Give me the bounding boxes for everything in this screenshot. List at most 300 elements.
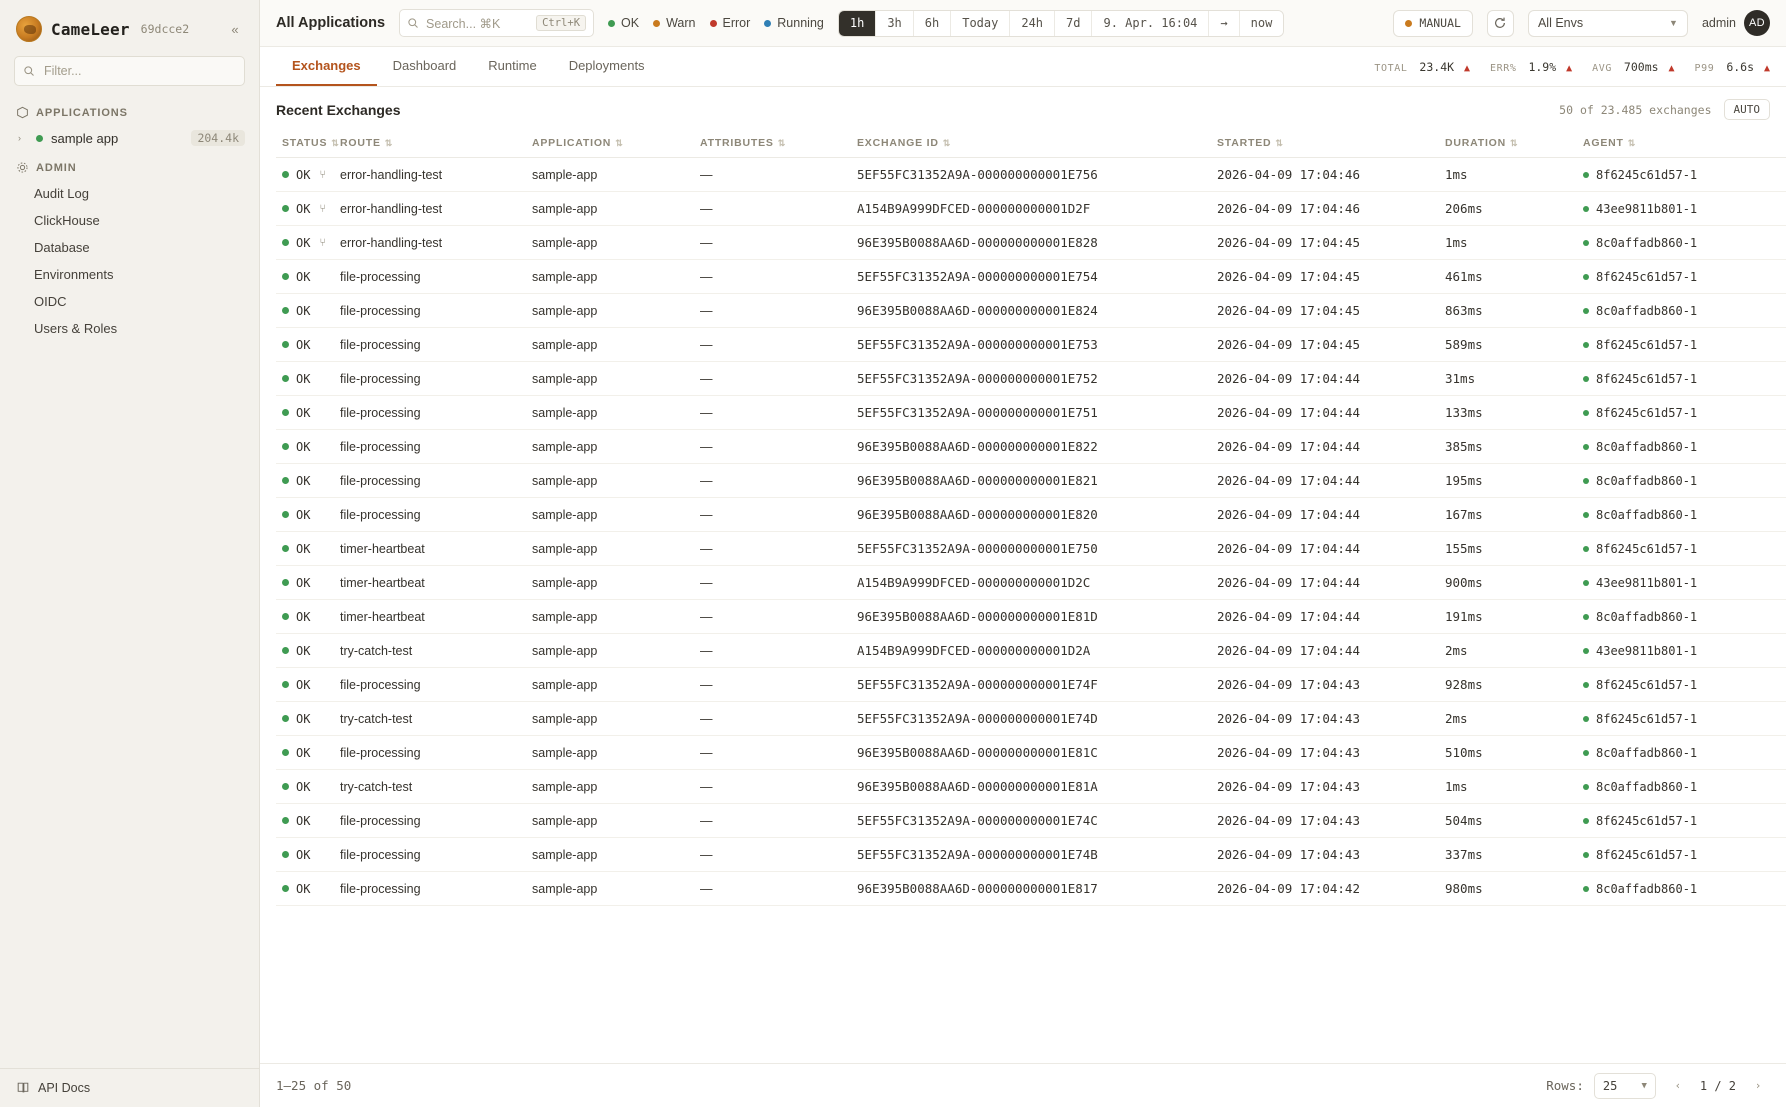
- table-row[interactable]: [276, 396, 1786, 430]
- status-label: OK: [296, 745, 311, 760]
- search-box[interactable]: [399, 9, 594, 37]
- col-route[interactable]: [334, 130, 526, 158]
- cell-attributes: —: [694, 634, 851, 668]
- user-menu[interactable]: [1702, 10, 1770, 36]
- status-dot-icon: [282, 715, 289, 722]
- environment-select[interactable]: [1528, 10, 1688, 37]
- col-duration-label: DURATION: [1445, 137, 1507, 149]
- status-label: OK: [296, 677, 311, 692]
- cell-started: 2026-04-09 17:04:44: [1211, 532, 1439, 566]
- cell-started: 2026-04-09 17:04:45: [1211, 260, 1439, 294]
- cell-started: 2026-04-09 17:04:43: [1211, 804, 1439, 838]
- cell-route: file-processing: [334, 396, 526, 430]
- cell-attributes: —: [694, 430, 851, 464]
- cell-status: [276, 600, 334, 634]
- agent-label: 8f6245c61d57-1: [1596, 813, 1698, 828]
- cell-application: sample-app: [526, 464, 694, 498]
- cell-started: 2026-04-09 17:04:43: [1211, 736, 1439, 770]
- metric-avg-value: 700ms: [1623, 59, 1659, 74]
- agent-label: 8f6245c61d57-1: [1596, 847, 1698, 862]
- cell-duration: 1ms: [1439, 770, 1577, 804]
- table-row[interactable]: [276, 226, 1786, 260]
- cell-duration: 589ms: [1439, 328, 1577, 362]
- trend-up-icon: ▲: [1668, 62, 1675, 74]
- cell-duration: 133ms: [1439, 396, 1577, 430]
- environment-value: All Envs: [1537, 16, 1584, 30]
- cell-exchange-id: 96E395B0088AA6D-000000000001E81D: [851, 600, 1211, 634]
- table-row[interactable]: [276, 328, 1786, 362]
- cell-duration: 2ms: [1439, 634, 1577, 668]
- agent-label: 8c0affadb860-1: [1596, 235, 1698, 250]
- tab-exchanges[interactable]: Exchanges: [276, 47, 377, 86]
- cell-application: sample-app: [526, 668, 694, 702]
- cell-started: 2026-04-09 17:04:43: [1211, 702, 1439, 736]
- cell-application: sample-app: [526, 532, 694, 566]
- cell-attributes: —: [694, 226, 851, 260]
- table-row[interactable]: [276, 498, 1786, 532]
- col-exchange-id-label: EXCHANGE ID: [857, 137, 939, 149]
- agent-dot-icon: [1583, 886, 1589, 892]
- cell-exchange-id: 96E395B0088AA6D-000000000001E81A: [851, 770, 1211, 804]
- cell-attributes: —: [694, 158, 851, 192]
- status-dot-icon: [282, 817, 289, 824]
- cell-application: sample-app: [526, 736, 694, 770]
- agent-label: 8f6245c61d57-1: [1596, 405, 1698, 420]
- cell-agent: [1577, 260, 1786, 294]
- manual-refresh-toggle[interactable]: [1393, 10, 1473, 37]
- status-label: OK: [296, 813, 311, 828]
- sidebar: [0, 0, 260, 1107]
- cell-attributes: —: [694, 464, 851, 498]
- agent-label: 8f6245c61d57-1: [1596, 337, 1698, 352]
- admin-section-label: ADMIN: [36, 161, 77, 174]
- table-row[interactable]: [276, 804, 1786, 838]
- table-row[interactable]: [276, 158, 1786, 192]
- tab-deployments[interactable]: Deployments: [568, 58, 645, 73]
- manual-dot-icon: [1405, 20, 1412, 27]
- status-dot-icon: [282, 477, 289, 484]
- status-dot-icon: [282, 647, 289, 654]
- cell-application: sample-app: [526, 634, 694, 668]
- cell-duration: 900ms: [1439, 566, 1577, 600]
- cell-status: [276, 634, 334, 668]
- sidebar-item-sample-app[interactable]: [0, 125, 259, 151]
- cell-application: sample-app: [526, 566, 694, 600]
- search-placeholder: Search... ⌘K: [426, 16, 501, 31]
- agent-dot-icon: [1583, 512, 1589, 518]
- brand-version-hash: 69dcce2: [140, 22, 190, 36]
- cell-started: 2026-04-09 17:04:44: [1211, 430, 1439, 464]
- camel-logo-icon: [16, 16, 42, 42]
- cell-agent: [1577, 532, 1786, 566]
- filter-input[interactable]: [42, 63, 236, 79]
- pagination-controls: [1546, 1073, 1770, 1099]
- col-started-label: STARTED: [1217, 137, 1272, 149]
- status-label: OK: [296, 609, 311, 624]
- rows-per-page-label: Rows:: [1546, 1078, 1584, 1093]
- agent-label: 8c0affadb860-1: [1596, 881, 1698, 896]
- cell-exchange-id: A154B9A999DFCED-000000000001D2F: [851, 192, 1211, 226]
- sort-icon: ⇅: [1627, 138, 1637, 148]
- status-label: OK: [296, 643, 311, 658]
- status-label: OK: [296, 473, 311, 488]
- cell-route: file-processing: [334, 430, 526, 464]
- cell-duration: 191ms: [1439, 600, 1577, 634]
- branch-icon: ⑂: [319, 168, 327, 181]
- status-label: OK: [296, 337, 311, 352]
- status-dot-icon: [282, 375, 289, 382]
- table-head: [276, 130, 1786, 158]
- cell-route: file-processing: [334, 498, 526, 532]
- status-label: OK: [296, 235, 311, 250]
- filter-chip-running-label: Running: [777, 16, 824, 30]
- filter-chip-error[interactable]: [710, 16, 751, 30]
- agent-label: 8f6245c61d57-1: [1596, 167, 1698, 182]
- refresh-icon[interactable]: [1487, 10, 1514, 37]
- cell-application: sample-app: [526, 226, 694, 260]
- cell-application: sample-app: [526, 328, 694, 362]
- status-label: OK: [296, 201, 311, 216]
- cell-status: [276, 260, 334, 294]
- cell-agent: [1577, 566, 1786, 600]
- agent-dot-icon: [1583, 818, 1589, 824]
- range-6h[interactable]: 6h: [914, 11, 951, 36]
- cell-duration: 510ms: [1439, 736, 1577, 770]
- col-attributes-label: ATTRIBUTES: [700, 137, 774, 149]
- cell-started: 2026-04-09 17:04:45: [1211, 226, 1439, 260]
- table-row[interactable]: [276, 260, 1786, 294]
- user-name: admin: [1701, 16, 1736, 30]
- cell-route: file-processing: [334, 872, 526, 906]
- chevrons-left-icon[interactable]: «: [231, 21, 239, 37]
- cell-route: error-handling-test: [334, 226, 526, 260]
- table-row[interactable]: [276, 634, 1786, 668]
- agent-label: 8c0affadb860-1: [1596, 439, 1698, 454]
- cell-status: [276, 430, 334, 464]
- cell-exchange-id: 5EF55FC31352A9A-000000000001E74B: [851, 838, 1211, 872]
- section-title: Recent Exchanges: [276, 101, 401, 118]
- table-row[interactable]: [276, 770, 1786, 804]
- agent-dot-icon: [1583, 308, 1589, 314]
- brand[interactable]: [0, 0, 259, 54]
- cell-route: timer-heartbeat: [334, 566, 526, 600]
- cell-started: 2026-04-09 17:04:46: [1211, 158, 1439, 192]
- cell-exchange-id: 5EF55FC31352A9A-000000000001E74D: [851, 702, 1211, 736]
- cell-exchange-id: A154B9A999DFCED-000000000001D2A: [851, 634, 1211, 668]
- status-dot-icon: [282, 341, 289, 348]
- agent-label: 8f6245c61d57-1: [1596, 677, 1698, 692]
- cell-application: sample-app: [526, 396, 694, 430]
- sort-icon: ⇅: [615, 138, 624, 148]
- metric-err: [1490, 60, 1572, 74]
- filter-chip-ok-label: OK: [621, 16, 640, 30]
- api-docs-label: API Docs: [38, 1081, 91, 1095]
- cell-application: sample-app: [526, 702, 694, 736]
- cell-exchange-id: A154B9A999DFCED-000000000001D2C: [851, 566, 1211, 600]
- cell-exchange-id: 5EF55FC31352A9A-000000000001E74F: [851, 668, 1211, 702]
- metrics-summary: [1374, 47, 1770, 86]
- cell-attributes: —: [694, 702, 851, 736]
- box-icon: [16, 106, 29, 119]
- status-dot-icon: [282, 239, 289, 246]
- col-started[interactable]: [1211, 130, 1439, 158]
- cell-route: file-processing: [334, 736, 526, 770]
- status-label: OK: [296, 405, 311, 420]
- cell-agent: [1577, 158, 1786, 192]
- cell-attributes: —: [694, 396, 851, 430]
- cell-exchange-id: 5EF55FC31352A9A-000000000001E754: [851, 260, 1211, 294]
- chevron-right-icon[interactable]: ›: [18, 133, 21, 143]
- cell-duration: 155ms: [1439, 532, 1577, 566]
- ok-dot-icon: [608, 20, 615, 27]
- cell-route: file-processing: [334, 668, 526, 702]
- range-3h[interactable]: 3h: [876, 11, 913, 36]
- cell-started: 2026-04-09 17:04:44: [1211, 634, 1439, 668]
- agent-dot-icon: [1583, 274, 1589, 280]
- cell-application: sample-app: [526, 770, 694, 804]
- cell-status: [276, 464, 334, 498]
- cell-status: [276, 532, 334, 566]
- page-indicator: 1 / 2: [1699, 1078, 1736, 1093]
- page-title: All Applications: [276, 15, 386, 31]
- cell-agent: [1577, 498, 1786, 532]
- cell-route: timer-heartbeat: [334, 600, 526, 634]
- cell-agent: [1577, 396, 1786, 430]
- prev-page-button[interactable]: ‹: [1674, 1079, 1682, 1092]
- table-row[interactable]: [276, 430, 1786, 464]
- cell-exchange-id: 5EF55FC31352A9A-000000000001E74C: [851, 804, 1211, 838]
- table-row[interactable]: [276, 668, 1786, 702]
- col-agent[interactable]: [1577, 130, 1786, 158]
- table-row[interactable]: [276, 736, 1786, 770]
- cell-route: try-catch-test: [334, 770, 526, 804]
- sidebar-item-environments[interactable]: Environments: [34, 267, 114, 282]
- warn-dot-icon: [653, 20, 660, 27]
- trend-up-icon: ▲: [1463, 62, 1471, 74]
- cell-duration: 1ms: [1439, 226, 1577, 260]
- content-header: [260, 87, 1786, 130]
- filter-chip-warn[interactable]: [653, 16, 695, 30]
- rows-per-page-select[interactable]: [1594, 1073, 1656, 1099]
- sidebar-app-label: sample app: [51, 130, 119, 146]
- status-label: OK: [296, 847, 311, 862]
- status-dot-icon: [282, 885, 289, 892]
- table-row[interactable]: [276, 566, 1786, 600]
- status-label: OK: [296, 507, 311, 522]
- table-row[interactable]: [276, 532, 1786, 566]
- filter-box[interactable]: [14, 56, 245, 86]
- cell-duration: 461ms: [1439, 260, 1577, 294]
- table-footer: [260, 1063, 1786, 1107]
- tab-runtime[interactable]: Runtime: [488, 58, 537, 73]
- status-label: OK: [296, 303, 311, 318]
- sidebar-footer[interactable]: [0, 1068, 259, 1107]
- branch-icon: ⑂: [319, 202, 327, 215]
- col-duration[interactable]: [1439, 130, 1577, 158]
- range-today[interactable]: Today: [951, 11, 1010, 36]
- sidebar-item-database[interactable]: Database: [34, 240, 90, 255]
- col-agent-label: AGENT: [1583, 137, 1624, 149]
- cell-attributes: —: [694, 600, 851, 634]
- cell-application: sample-app: [526, 294, 694, 328]
- col-status-label: STATUS: [282, 137, 328, 149]
- cell-attributes: —: [694, 192, 851, 226]
- sidebar-item-audit-log[interactable]: Audit Log: [34, 186, 89, 201]
- status-dot-icon: [282, 613, 289, 620]
- cell-attributes: —: [694, 804, 851, 838]
- agent-label: 8f6245c61d57-1: [1596, 711, 1698, 726]
- result-count: 50 of 23.485 exchanges: [1559, 102, 1712, 117]
- cell-status: [276, 362, 334, 396]
- cell-status: [276, 328, 334, 362]
- cell-started: 2026-04-09 17:04:44: [1211, 464, 1439, 498]
- status-dot-icon: [282, 273, 289, 280]
- col-application-label: APPLICATION: [532, 137, 612, 149]
- status-dot-icon: [282, 409, 289, 416]
- metric-p99: [1695, 60, 1770, 74]
- agent-label: 43ee9811b801-1: [1596, 575, 1698, 590]
- sort-icon: ⇅: [1510, 138, 1519, 148]
- cell-route: file-processing: [334, 294, 526, 328]
- sort-icon: ⇅: [1275, 138, 1284, 148]
- cell-exchange-id: 96E395B0088AA6D-000000000001E820: [851, 498, 1211, 532]
- cell-exchange-id: 96E395B0088AA6D-000000000001E821: [851, 464, 1211, 498]
- search-shortcut-hint: Ctrl+K: [536, 15, 586, 31]
- cell-duration: 206ms: [1439, 192, 1577, 226]
- cell-route: try-catch-test: [334, 702, 526, 736]
- cell-agent: [1577, 430, 1786, 464]
- metric-total-value: 23.4K: [1419, 59, 1455, 74]
- cell-route: file-processing: [334, 260, 526, 294]
- agent-label: 8c0affadb860-1: [1596, 473, 1698, 488]
- range-7d[interactable]: 7d: [1055, 11, 1092, 36]
- table-row[interactable]: [276, 362, 1786, 396]
- cell-agent: [1577, 328, 1786, 362]
- cell-duration: 337ms: [1439, 838, 1577, 872]
- cell-route: error-handling-test: [334, 158, 526, 192]
- time-range-group: [838, 10, 1284, 37]
- range-to-value[interactable]: now: [1240, 11, 1284, 36]
- range-24h[interactable]: 24h: [1010, 11, 1055, 36]
- cell-status: [276, 872, 334, 906]
- table-row[interactable]: [276, 872, 1786, 906]
- cell-agent: [1577, 226, 1786, 260]
- col-application[interactable]: [526, 130, 694, 158]
- sidebar-item-users-roles[interactable]: Users & Roles: [34, 321, 118, 336]
- agent-label: 8c0affadb860-1: [1596, 507, 1698, 522]
- range-1h[interactable]: 1h: [839, 11, 876, 36]
- cell-exchange-id: 5EF55FC31352A9A-000000000001E751: [851, 396, 1211, 430]
- agent-dot-icon: [1583, 376, 1589, 382]
- cell-started: 2026-04-09 17:04:45: [1211, 328, 1439, 362]
- main-area: [260, 0, 1786, 1107]
- cell-started: 2026-04-09 17:04:44: [1211, 600, 1439, 634]
- table-row[interactable]: [276, 294, 1786, 328]
- sidebar-item-clickhouse[interactable]: ClickHouse: [34, 213, 100, 228]
- col-status[interactable]: [276, 130, 340, 158]
- cell-application: sample-app: [526, 260, 694, 294]
- cell-route: file-processing: [334, 362, 526, 396]
- cell-exchange-id: 96E395B0088AA6D-000000000001E824: [851, 294, 1211, 328]
- table-row[interactable]: [276, 192, 1786, 226]
- tabs-bar: [260, 47, 1786, 87]
- status-dot-icon: [282, 749, 289, 756]
- metric-err-label: ERR%: [1490, 62, 1517, 74]
- cell-agent: [1577, 770, 1786, 804]
- cell-application: sample-app: [526, 498, 694, 532]
- status-dot-icon: [282, 579, 289, 586]
- metric-total: [1374, 60, 1470, 74]
- cell-attributes: —: [694, 532, 851, 566]
- sidebar-app-count: 204.4k: [191, 130, 245, 146]
- cell-status: [276, 226, 334, 260]
- table-row[interactable]: [276, 838, 1786, 872]
- filter-chip-warn-label: Warn: [666, 16, 696, 30]
- cell-status: [276, 770, 334, 804]
- cell-attributes: —: [694, 770, 851, 804]
- table-row[interactable]: [276, 702, 1786, 736]
- metric-total-label: TOTAL: [1374, 62, 1408, 74]
- status-label: OK: [296, 881, 311, 896]
- search-icon: [407, 17, 419, 29]
- col-exchange-id[interactable]: [851, 130, 1211, 158]
- cell-route: file-processing: [334, 328, 526, 362]
- cell-started: 2026-04-09 17:04:44: [1211, 498, 1439, 532]
- status-label: OK: [296, 575, 311, 590]
- sidebar-item-oidc[interactable]: OIDC: [34, 294, 67, 309]
- col-attributes[interactable]: [694, 130, 851, 158]
- status-label: OK: [296, 541, 311, 556]
- filter-chip-ok[interactable]: [608, 16, 639, 30]
- cell-exchange-id: 5EF55FC31352A9A-000000000001E752: [851, 362, 1211, 396]
- cell-duration: 980ms: [1439, 872, 1577, 906]
- error-dot-icon: [710, 20, 717, 27]
- range-from-value[interactable]: 9. Apr. 16:04: [1092, 11, 1209, 36]
- cell-status: [276, 736, 334, 770]
- branch-icon: ⑂: [319, 236, 327, 249]
- cell-exchange-id: 96E395B0088AA6D-000000000001E822: [851, 430, 1211, 464]
- next-page-button[interactable]: ›: [1754, 1079, 1762, 1092]
- agent-label: 8f6245c61d57-1: [1596, 541, 1698, 556]
- table-row[interactable]: [276, 600, 1786, 634]
- cell-exchange-id: 96E395B0088AA6D-000000000001E817: [851, 872, 1211, 906]
- agent-dot-icon: [1583, 206, 1589, 212]
- agent-label: 8c0affadb860-1: [1596, 745, 1698, 760]
- col-route-label: ROUTE: [340, 137, 381, 149]
- cell-application: sample-app: [526, 430, 694, 464]
- agent-label: 8f6245c61d57-1: [1596, 371, 1698, 386]
- cell-agent: [1577, 464, 1786, 498]
- cell-agent: [1577, 872, 1786, 906]
- cell-attributes: —: [694, 294, 851, 328]
- auto-refresh-badge[interactable]: AUTO: [1724, 99, 1771, 120]
- cell-started: 2026-04-09 17:04:44: [1211, 362, 1439, 396]
- agent-dot-icon: [1583, 546, 1589, 552]
- exchanges-table: [276, 130, 1786, 906]
- cell-started: 2026-04-09 17:04:42: [1211, 872, 1439, 906]
- cell-status: [276, 294, 334, 328]
- cell-started: 2026-04-09 17:04:46: [1211, 192, 1439, 226]
- cell-application: sample-app: [526, 362, 694, 396]
- table-row[interactable]: [276, 464, 1786, 498]
- applications-section-label: APPLICATIONS: [36, 106, 128, 119]
- tab-dashboard[interactable]: Dashboard: [392, 58, 457, 73]
- cell-application: sample-app: [526, 838, 694, 872]
- filter-chip-running[interactable]: [764, 16, 824, 30]
- agent-label: 8c0affadb860-1: [1596, 303, 1698, 318]
- metric-p99-label: P99: [1694, 62, 1715, 74]
- cell-agent: [1577, 804, 1786, 838]
